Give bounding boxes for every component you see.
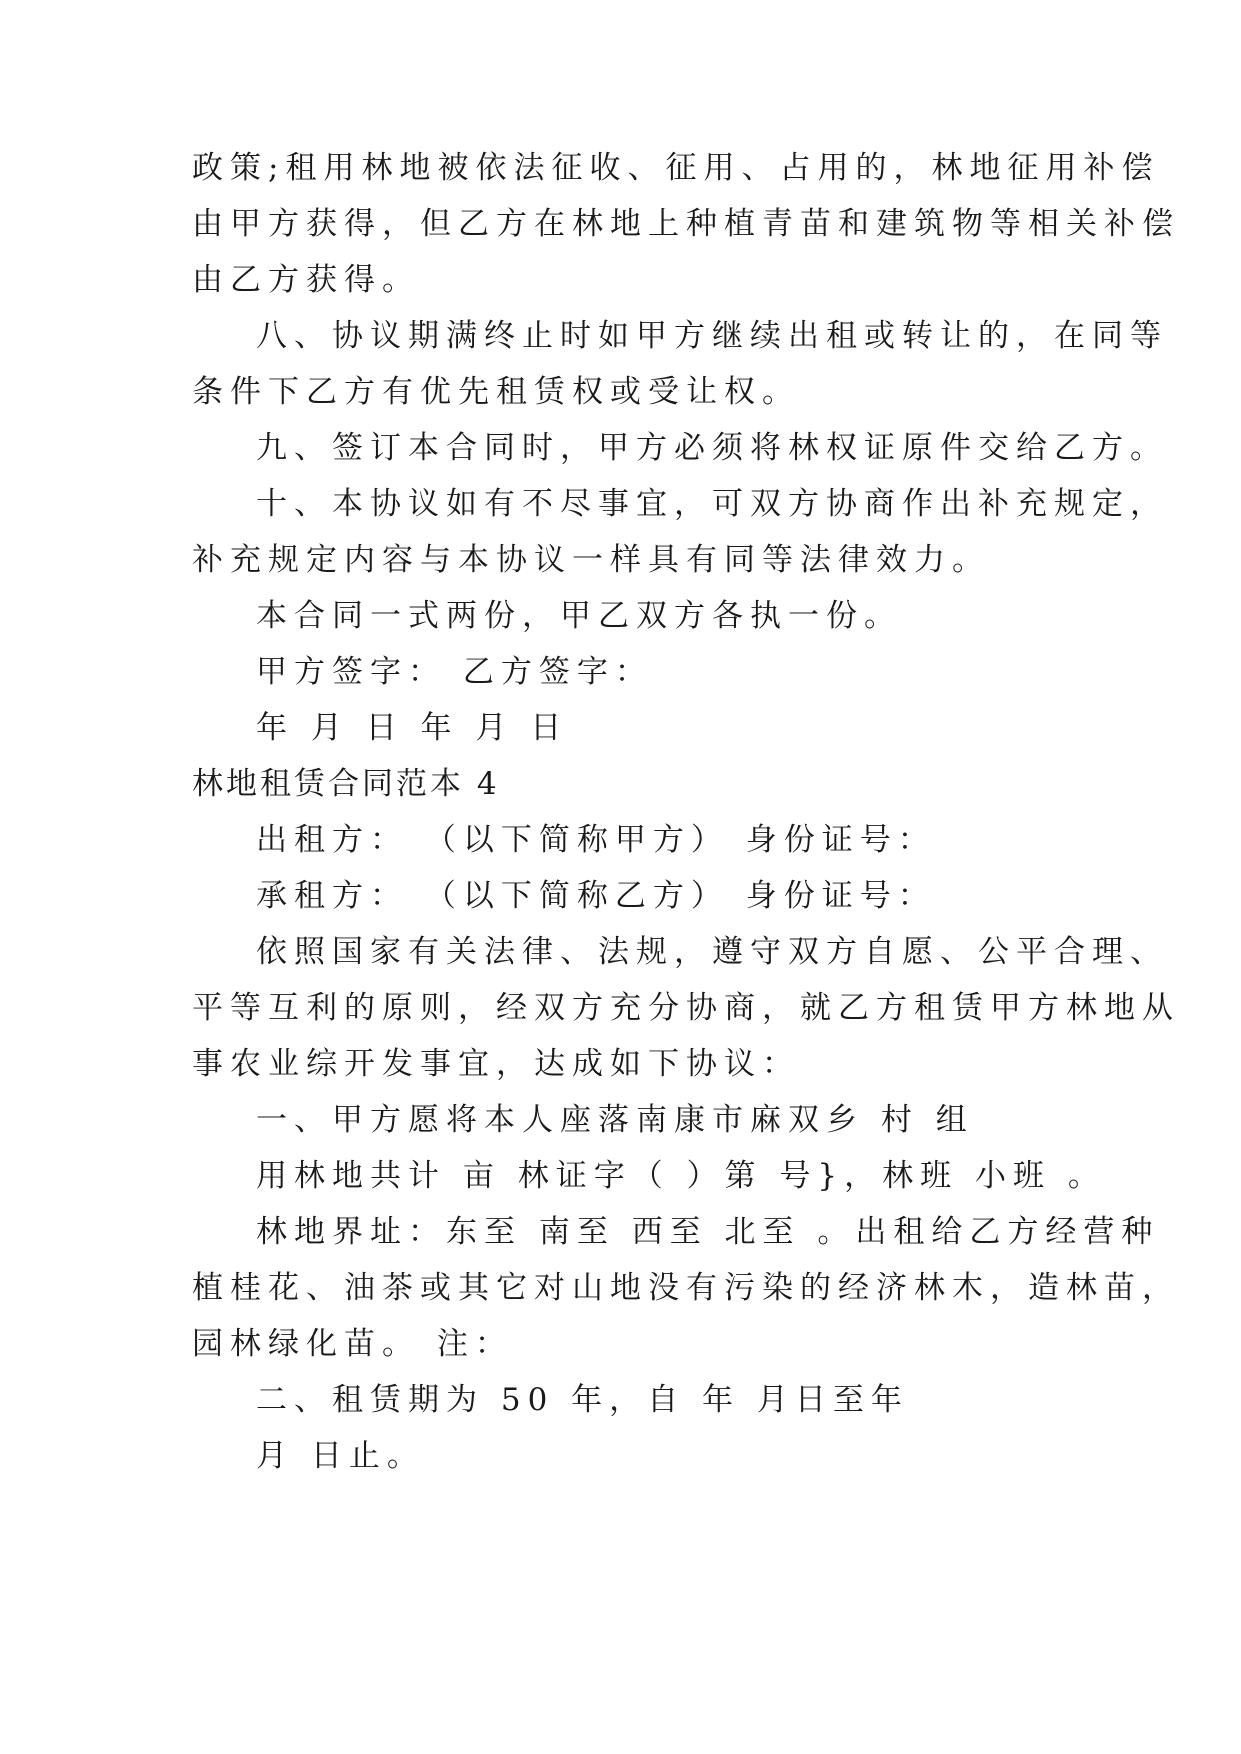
text-line: 园林绿化苗。 注：: [192, 1326, 513, 1362]
clause-10: 十、本协议如有不尽事宜，可双方协商作出补充规定，: [256, 486, 1168, 522]
lessee-line: 承租方： （以下简称乙方） 身份证号：: [256, 878, 936, 914]
text-line: 平等互利的原则，经双方充分协商，就乙方租赁甲方林地从: [192, 990, 1180, 1026]
text-line: 由乙方获得。: [192, 262, 420, 298]
text-line: 植桂花、油茶或其它对山地没有污染的经济林木，造林苗，: [192, 1270, 1180, 1306]
copies-statement: 本合同一式两份，甲乙双方各执一份。: [256, 598, 902, 634]
date-line: 年 月 日 年 月 日: [256, 710, 569, 746]
clause-2: 二、租赁期为 50 年，自 年 月日至年: [256, 1382, 909, 1418]
preamble-line: 依照国家有关法律、法规，遵守双方自愿、公平合理、: [256, 934, 1168, 970]
text-line: 月 日止。: [256, 1438, 425, 1474]
text-line: 条件下乙方有优先租赁权或受让权。: [192, 374, 800, 410]
clause-8: 八、协议期满终止时如甲方继续出租或转让的，在同等: [256, 318, 1168, 354]
lessor-line: 出租方： （以下简称甲方） 身份证号：: [256, 822, 936, 858]
text-line: 补充规定内容与本协议一样具有同等法律效力。: [192, 542, 990, 578]
section-title: 林地租赁合同范本 4: [192, 766, 500, 802]
signature-line: 甲方签字： 乙方签字：: [256, 654, 653, 690]
clause-1: 一、甲方愿将本人座落南康市麻双乡 村 组: [256, 1102, 974, 1138]
clause-9: 九、签订本合同时，甲方必须将林权证原件交给乙方。: [256, 430, 1168, 466]
text-line: 政策;租用林地被依法征收、征用、占用的，林地征用补偿: [192, 150, 1160, 186]
text-line: 事农业综开发事宜，达成如下协议：: [192, 1046, 800, 1082]
boundary-line: 林地界址：东至 南至 西至 北至 。出租给乙方经营种: [256, 1214, 1160, 1250]
text-line: 用林地共计 亩 林证字（ ）第 号}，林班 小班 。: [256, 1158, 1106, 1194]
text-line: 由甲方获得，但乙方在林地上种植青苗和建筑物等相关补偿: [192, 206, 1180, 242]
